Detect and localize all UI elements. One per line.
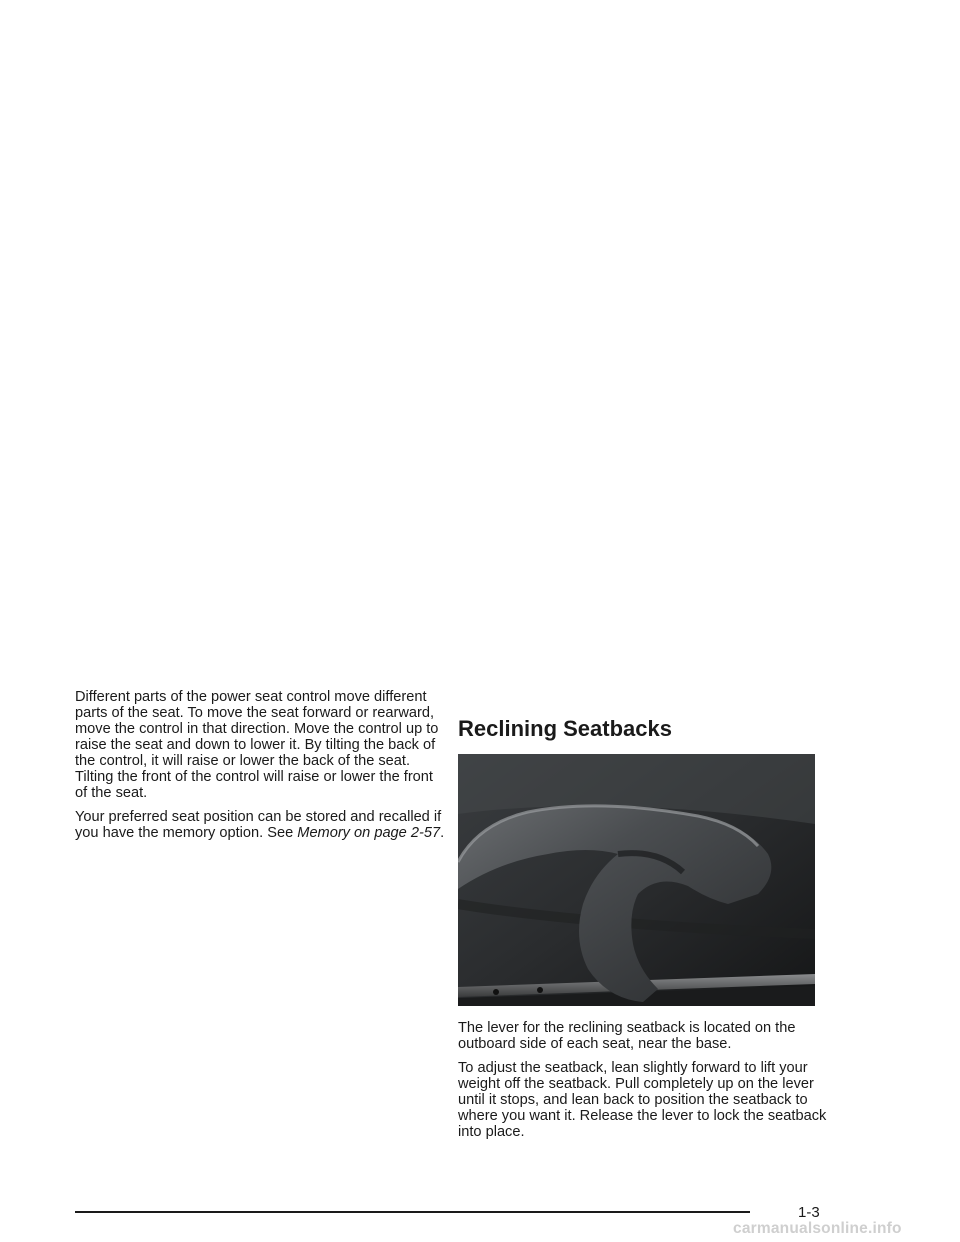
adjust-seatback-paragraph: To adjust the seatback, lean slightly forward to lift your weight off the seatback. Pull completely up on the lever until it stops, and lean back to position the seatback to where you want it. Release the lever to lock the seatback into place.: [458, 1060, 827, 1140]
reclining-instructions: [458, 1020, 828, 1140]
seatback-lever-photo: [458, 754, 815, 1006]
right-column: [458, 716, 828, 1148]
section-heading: Reclining Seatbacks: [458, 716, 672, 741]
memory-option-paragraph: [75, 809, 445, 841]
memory-option-text: Your preferred seat position can be stored and recalled if you have the memory option. See: [75, 809, 442, 841]
lever-location-paragraph: The lever for the reclining seatback is located on the outboard side of each seat, near the base.: [458, 1020, 796, 1052]
memory-option-end: .: [440, 825, 445, 841]
left-column: [75, 689, 445, 849]
watermark: carmanualsonline.info: [733, 1220, 902, 1237]
footer-rule: [75, 1211, 750, 1213]
page-number: 1-3: [798, 1204, 820, 1221]
power-seat-paragraph: Different parts of the power seat control move different parts of the seat. To move the seat forward or rearward, move the control in that direction. Move the control up to raise the seat and down to lower it. By tilting the back of the control, it will raise or lower the back of the seat. Tilting the front of the control will raise or lower the front of the seat.: [75, 689, 439, 801]
memory-page-reference: Memory on page 2-57: [297, 825, 441, 841]
